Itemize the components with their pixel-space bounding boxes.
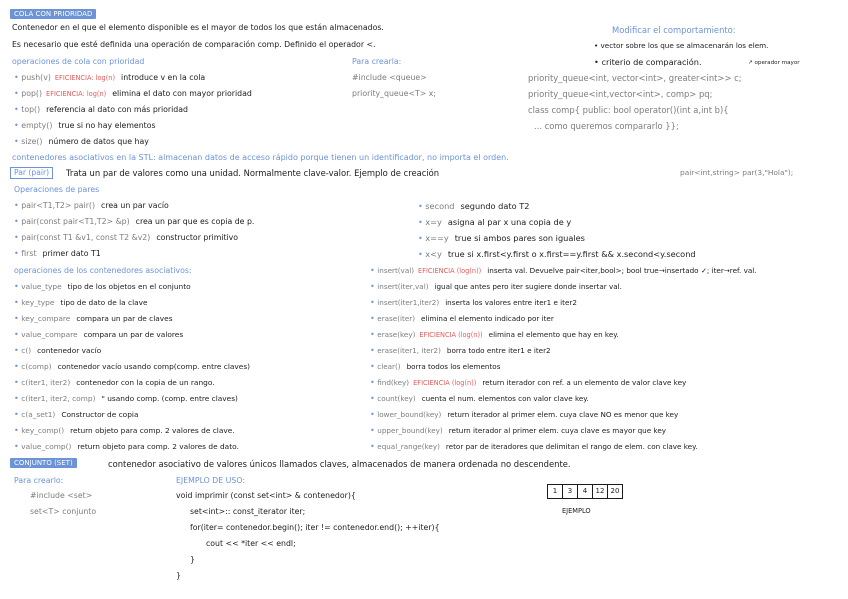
list-item: [14, 426, 235, 436]
list-item: [14, 105, 188, 115]
item-text: compara un par de claves: [76, 314, 173, 323]
bullet-icon: •: [370, 394, 378, 403]
item-text: borra todos los elementos: [406, 362, 501, 371]
item-name: c(): [21, 346, 32, 355]
list-item: [14, 121, 156, 131]
cola-description-1: Contenedor en el que el elemento disponible es el mayor de todos los que están almacenados.: [12, 23, 384, 32]
item-name: top(): [21, 105, 41, 114]
list-item: [14, 89, 252, 99]
item-name: insert(iter1,iter2): [377, 298, 440, 307]
item-text: contenedor con la copia de un rango.: [76, 378, 215, 387]
list-item: [370, 266, 757, 276]
bullet-icon: •: [370, 282, 378, 291]
item-name: key_compare: [21, 314, 71, 323]
conjunto-example-title: EJEMPLO DE USO:: [176, 476, 245, 485]
bullet-icon: •: [370, 442, 378, 451]
list-item: [370, 410, 678, 420]
code-line: void imprimir (const set<int> & contenedor){: [176, 491, 356, 500]
item-text: tipo de dato de la clave: [60, 298, 148, 307]
list-item: [14, 330, 183, 340]
item-text: " usando comp. (comp. entre claves): [101, 394, 238, 403]
conjunto-create-title: Para crearlo:: [14, 476, 64, 485]
item-text: retor par de iteradores que delimitan el rango de elem. con clave key.: [445, 442, 698, 451]
item-name: erase(key): [377, 330, 416, 339]
list-item: [14, 394, 238, 404]
item-text: cuenta el num. elementos con valor clave key.: [421, 394, 589, 403]
list-item: [370, 426, 666, 436]
item-name: c(a_set1): [21, 410, 56, 419]
item-text: elimina el elemento indicado por iter: [421, 314, 554, 323]
cola-modify-item: • criterio de comparación.: [594, 57, 702, 67]
item-name: pop(): [21, 89, 43, 98]
list-item: [418, 249, 696, 260]
item-name: clear(): [377, 362, 401, 371]
list-item: [370, 346, 551, 356]
bullet-icon: •: [14, 201, 22, 210]
list-item: [14, 282, 191, 292]
bullet-icon: •: [370, 346, 378, 355]
item-name: equal_range(key): [377, 442, 440, 451]
list-item: [14, 442, 239, 452]
item-name: x=y: [425, 217, 442, 227]
list-item: [418, 217, 571, 228]
bullet-icon: •: [418, 218, 426, 227]
bullet-icon: •: [14, 426, 22, 435]
efficiency-tag: EFICIENCIA: log(n): [54, 74, 116, 82]
list-item: [370, 394, 589, 404]
set-cell: 4: [577, 484, 593, 499]
bullet-icon: •: [14, 298, 22, 307]
bullet-icon: •: [14, 410, 22, 419]
item-name: value_type: [21, 282, 62, 291]
set-cell: 20: [607, 484, 623, 499]
bullet-icon: •: [14, 442, 22, 451]
code-line: }: [190, 555, 195, 564]
item-text: contenedor vacío usando comp(comp. entre claves): [57, 362, 251, 371]
item-text: contenedor vacío: [37, 346, 102, 355]
item-name: insert(val): [377, 266, 415, 275]
item-text: return objeto para comp. 2 valores de clave.: [70, 426, 235, 435]
list-item: [14, 346, 101, 356]
bullet-icon: •: [14, 73, 22, 82]
item-text: referencia al dato con más prioridad: [46, 105, 188, 114]
bullet-icon: •: [370, 378, 378, 387]
item-text: primer dato T1: [42, 249, 101, 258]
item-text: constructor primitivo: [156, 233, 239, 242]
item-text: return iterador al primer elem. cuya clave es mayor que key: [448, 426, 666, 435]
item-name: pair(const T1 &v1, const T2 &v2): [21, 233, 151, 242]
bullet-icon: •: [418, 202, 426, 211]
list-item: [370, 378, 686, 388]
asociativos-line: contenedores asociativos en la STL: almacenan datos de acceso rápido porque tienen un identificador, no importa el orden.: [12, 153, 509, 162]
item-name: push(v): [21, 73, 51, 82]
item-name: empty(): [21, 121, 53, 130]
bullet-icon: •: [370, 314, 378, 323]
item-name: c(iter1, iter2): [21, 378, 71, 387]
list-item: [14, 137, 149, 147]
item-name: pair<T1,T2> pair(): [21, 201, 96, 210]
item-name: insert(iter,val): [377, 282, 429, 291]
code-line: for(iter= contenedor.begin(); iter != contenedor.end(); ++iter){: [190, 523, 440, 532]
set-cell: 12: [592, 484, 608, 499]
item-text: true si x.first<y.first o x.first==y.first && x.second<y.second: [447, 249, 696, 259]
bullet-icon: •: [14, 314, 22, 323]
list-item: [370, 330, 619, 340]
bullet-icon: •: [14, 378, 22, 387]
bullet-icon: •: [418, 234, 426, 243]
item-text: true si no hay elementos: [58, 121, 156, 130]
pair-example: pair<int,string> par(3,"Hola");: [680, 168, 794, 177]
list-item: [14, 73, 205, 83]
item-name: first: [21, 249, 37, 258]
list-item: [14, 298, 148, 308]
set-cell: 3: [562, 484, 578, 499]
efficiency-tag: EFICIENCIA: log(n): [46, 90, 107, 98]
list-item: [418, 201, 529, 212]
item-name: value_comp(): [21, 442, 72, 451]
set-example-array: [548, 484, 623, 499]
list-item: [14, 201, 169, 211]
item-text: borra todo entre iter1 e iter2: [446, 346, 551, 355]
bullet-icon: •: [370, 362, 378, 371]
cola-code-line: class comp{ public: bool operator()(int a,int b){: [528, 105, 729, 115]
item-name: second: [425, 201, 455, 211]
item-text: tipo de los objetos en el conjunto: [67, 282, 191, 291]
list-item: [14, 249, 101, 259]
bullet-icon: •: [14, 89, 22, 98]
cola-code-line: priority_queue<int, vector<int>, greater<int>> c;: [528, 73, 742, 83]
list-item: [14, 233, 238, 243]
item-text: inserta val. Devuelve pair<iter,bool>; bool true→insertado ✓; iter→ref. val.: [487, 266, 757, 275]
item-text: introduce v en la cola: [121, 73, 206, 82]
bullet-icon: •: [14, 137, 22, 146]
item-text: número de datos que hay: [48, 137, 149, 146]
item-text: compara un par de valores: [83, 330, 184, 339]
efficiency-tag: EFICIENCIA (log(n)): [419, 331, 483, 339]
list-item: [14, 378, 215, 388]
section-header-pair: Par (pair): [10, 167, 53, 179]
bullet-icon: •: [370, 266, 378, 275]
cola-modify-note: ↗ operador mayor: [748, 60, 800, 66]
bullet-icon: •: [14, 346, 22, 355]
item-name: erase(iter): [377, 314, 416, 323]
item-text: crea un par que es copia de p.: [135, 217, 255, 226]
item-name: pair(const pair<T1,T2> &p): [21, 217, 130, 226]
bullet-icon: •: [14, 217, 22, 226]
item-text: segundo dato T2: [460, 201, 530, 211]
item-name: find(key): [377, 378, 410, 387]
list-item: [14, 362, 250, 372]
item-name: key_comp(): [21, 426, 65, 435]
code-line: }: [176, 571, 181, 580]
item-name: value_compare: [21, 330, 78, 339]
item-text: igual que antes pero iter sugiere donde insertar val.: [434, 282, 622, 291]
efficiency-tag: EFICIENCIA (log(n)): [413, 379, 477, 387]
pair-ops-title: Operaciones de pares: [14, 185, 100, 194]
bullet-icon: •: [14, 362, 22, 371]
cola-modify-item: • vector sobre los que se almacenarán los elem.: [594, 41, 769, 50]
item-name: erase(iter1, iter2): [377, 346, 441, 355]
section-header-cola: COLA CON PRIORIDAD: [10, 9, 96, 19]
efficiency-tag: EFICIENCIA (log(n)): [418, 267, 482, 275]
conjunto-create-line: set<T> conjunto: [30, 507, 97, 516]
bullet-icon: •: [370, 426, 378, 435]
bullet-icon: •: [14, 394, 22, 403]
item-text: crea un par vacío: [101, 201, 169, 210]
list-item: [370, 362, 500, 372]
list-item: [418, 233, 585, 244]
section-header-conjunto: CONJUNTO (SET): [10, 458, 77, 468]
cola-create-line: #include <queue>: [352, 73, 427, 82]
code-line: set<int>:: const_iterator iter;: [190, 507, 306, 516]
bullet-icon: •: [370, 330, 378, 339]
bullet-icon: •: [14, 233, 22, 242]
item-name: x<y: [425, 249, 442, 259]
item-text: Constructor de copia: [61, 410, 139, 419]
conjunto-create-line: #include <set>: [30, 491, 93, 500]
cola-create-title: Para crearla:: [352, 57, 402, 66]
contops-title: operaciones de los contenedores asociativos:: [14, 266, 192, 275]
item-name: x==y: [425, 233, 449, 243]
item-text: true si ambos pares son iguales: [454, 233, 585, 243]
item-name: upper_bound(key): [377, 426, 443, 435]
item-text: return iterador al primer elem. cuya clave NO es menor que key: [447, 410, 679, 419]
item-name: count(key): [377, 394, 416, 403]
cola-description-2: Es necesario que esté definida una operación de comparación comp. Definido el operador <.: [12, 40, 376, 49]
list-item: [14, 314, 173, 324]
list-item: [370, 298, 577, 308]
pair-description: Trata un par de valores como una unidad. Normalmente clave-valor. Ejemplo de creación: [66, 168, 440, 178]
item-text: elimina el dato con mayor prioridad: [112, 89, 252, 98]
bullet-icon: •: [418, 250, 426, 259]
cola-code-line: priority_queue<int,vector<int>, comp> pq;: [528, 89, 713, 99]
item-text: asigna al par x una copia de y: [447, 217, 572, 227]
conjunto-description: contenedor asociativo de valores únicos llamados claves, almacenados de manera ordenada no descendente.: [108, 459, 571, 469]
list-item: [14, 410, 138, 420]
item-text: return objeto para comp. 2 valores de dato.: [77, 442, 239, 451]
bullet-icon: •: [370, 410, 378, 419]
bullet-icon: •: [14, 105, 22, 114]
set-example-label: EJEMPLO: [562, 507, 591, 515]
item-name: lower_bound(key): [377, 410, 442, 419]
code-line: cout << *iter << endl;: [206, 539, 296, 548]
cola-code-line: ... como queremos compararlo }};: [534, 121, 679, 131]
list-item: [370, 442, 698, 452]
item-name: c(comp): [21, 362, 52, 371]
bullet-icon: •: [14, 282, 22, 291]
item-text: return iterador con ref. a un elemento de valor clave key: [482, 378, 687, 387]
list-item: [14, 217, 254, 227]
list-item: [370, 282, 622, 292]
set-cell: 1: [547, 484, 563, 499]
cola-create-line: priority_queue<T> x;: [352, 89, 437, 98]
bullet-icon: •: [14, 121, 22, 130]
item-text: inserta los valores entre iter1 e iter2: [445, 298, 577, 307]
bullet-icon: •: [14, 249, 22, 258]
cola-ops-title: operaciones de cola con prioridad: [12, 57, 145, 66]
cola-modify-title: Modificar el comportamiento:: [612, 25, 736, 35]
bullet-icon: •: [370, 298, 378, 307]
item-name: key_type: [21, 298, 55, 307]
item-name: size(): [21, 137, 43, 146]
bullet-icon: •: [14, 330, 22, 339]
item-text: elimina el elemento que hay en key.: [488, 330, 619, 339]
item-name: c(iter1, iter2, comp): [21, 394, 96, 403]
list-item: [370, 314, 554, 324]
